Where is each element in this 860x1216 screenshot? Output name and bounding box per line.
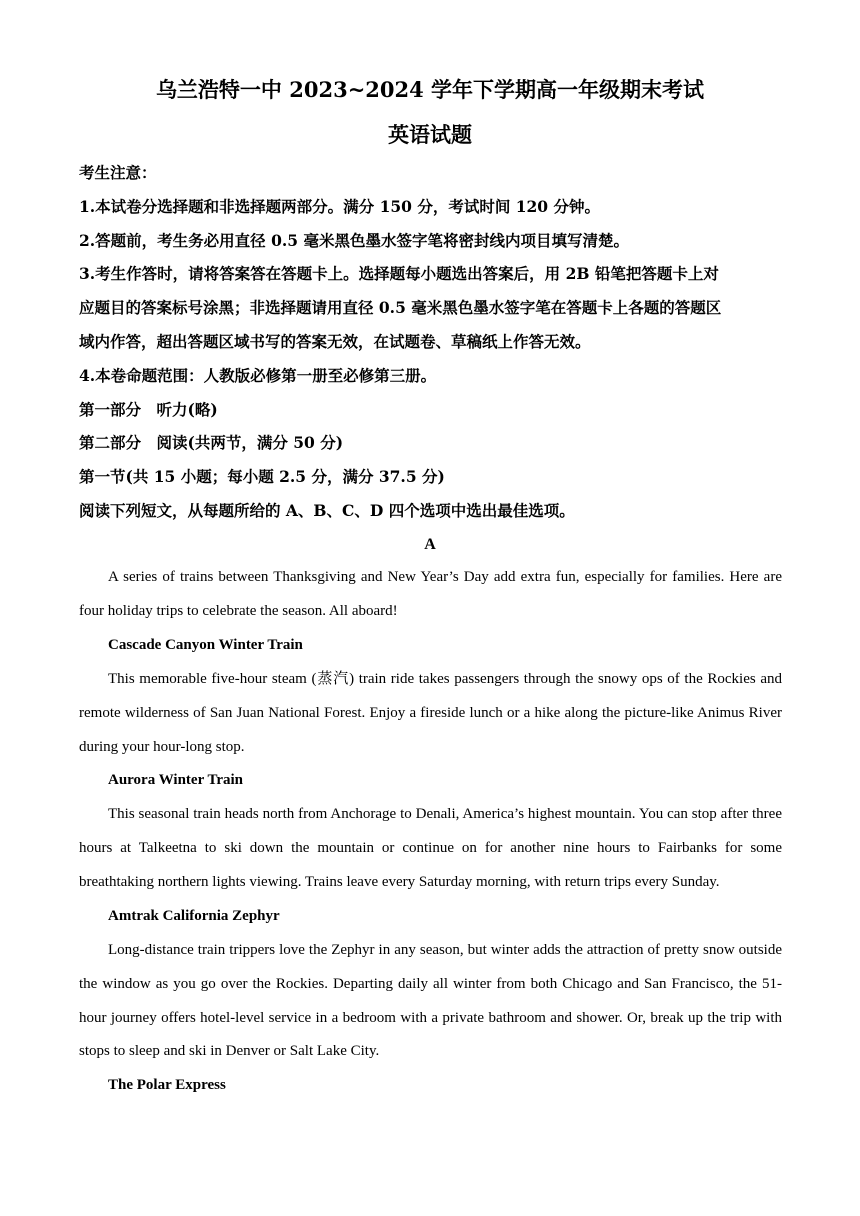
train-name: Amtrak California Zephyr [108, 908, 280, 924]
train-name: The Polar Express [108, 1077, 226, 1093]
train-description: Long-distance train trippers love the Zephyr in any season, but winter adds the attraction of pretty snow outside the window as you go over the Rockies. Departing daily all winter from both Chicago and San Francisco, the 51-hour journey offers hotel-level service in a bedroom with a private bathroom and shower. Or, break up the trip with stops to sleep and ski in Denver or Salt Lake City. [79, 942, 782, 1060]
train-description: This memorable five-hour steam (蒸汽) train ride takes passengers through the snowy ops of the Rockies and remote wilderness of San Juan National Forest. Enjoy a fireside lunch or a hike along the picture-like Animus River during your hour-long stop. [79, 671, 782, 755]
notice-item-2: 2.答题前，考生务必用直径 0.5 毫米黑色墨水签字笔将密封线内项目填写清楚。 [79, 231, 629, 250]
notice-heading: 考生注意： [79, 163, 157, 182]
part-1-heading: 第一部分 听力(略) [79, 400, 218, 419]
part-2-heading: 第二部分 阅读(共两节，满分 50 分) [79, 433, 344, 452]
notice-item-1: 1.本试卷分选择题和非选择题两部分。满分 150 分，考试时间 120 分钟。 [79, 197, 600, 216]
notice-item-3-line-1: 3.考生作答时，请将答案答在答题卡上。选择题每小题选出答案后，用 2B 铅笔把答题卡上对 [79, 264, 719, 283]
notice-item-3-line-3: 域内作答，超出答题区域书写的答案无效，在试题卷、草稿纸上作答无效。 [79, 332, 591, 351]
exam-subtitle: 英语试题 [388, 122, 472, 147]
train-description: This seasonal train heads north from Anchorage to Denali, America’s highest mountain. You can stop after three hours at Talkeetna to ski down the mountain or continue on for another nine hours to Fairbanks for some breathtaking northern lights viewing. Trains leave every Saturday morning, with return trips every Sunday. [79, 806, 782, 890]
notice-item-4: 4.本卷命题范围：人教版必修第一册至必修第三册。 [79, 366, 437, 385]
exam-title: 乌兰浩特一中 2023~2024 学年下学期高一年级期末考试 [155, 77, 705, 102]
train-name: Cascade Canyon Winter Train [108, 637, 303, 653]
passage-letter: A [424, 536, 436, 553]
train-name: Aurora Winter Train [108, 772, 244, 788]
section-1-heading: 第一节(共 15 小题；每小题 2.5 分，满分 37.5 分) [79, 467, 445, 486]
notice-item-3-line-2: 应题目的答案标号涂黑；非选择题请用直径 0.5 毫米黑色墨水签字笔在答题卡上各题的答题区 [79, 298, 722, 317]
section-instruction: 阅读下列短文，从每题所给的 A、B、C、D 四个选项中选出最佳选项。 [79, 501, 575, 520]
passage-intro: A series of trains between Thanksgiving and New Year’s Day add extra fun, especially for families. Here are four holiday trips to celebrate the season. All aboard! [79, 569, 782, 619]
